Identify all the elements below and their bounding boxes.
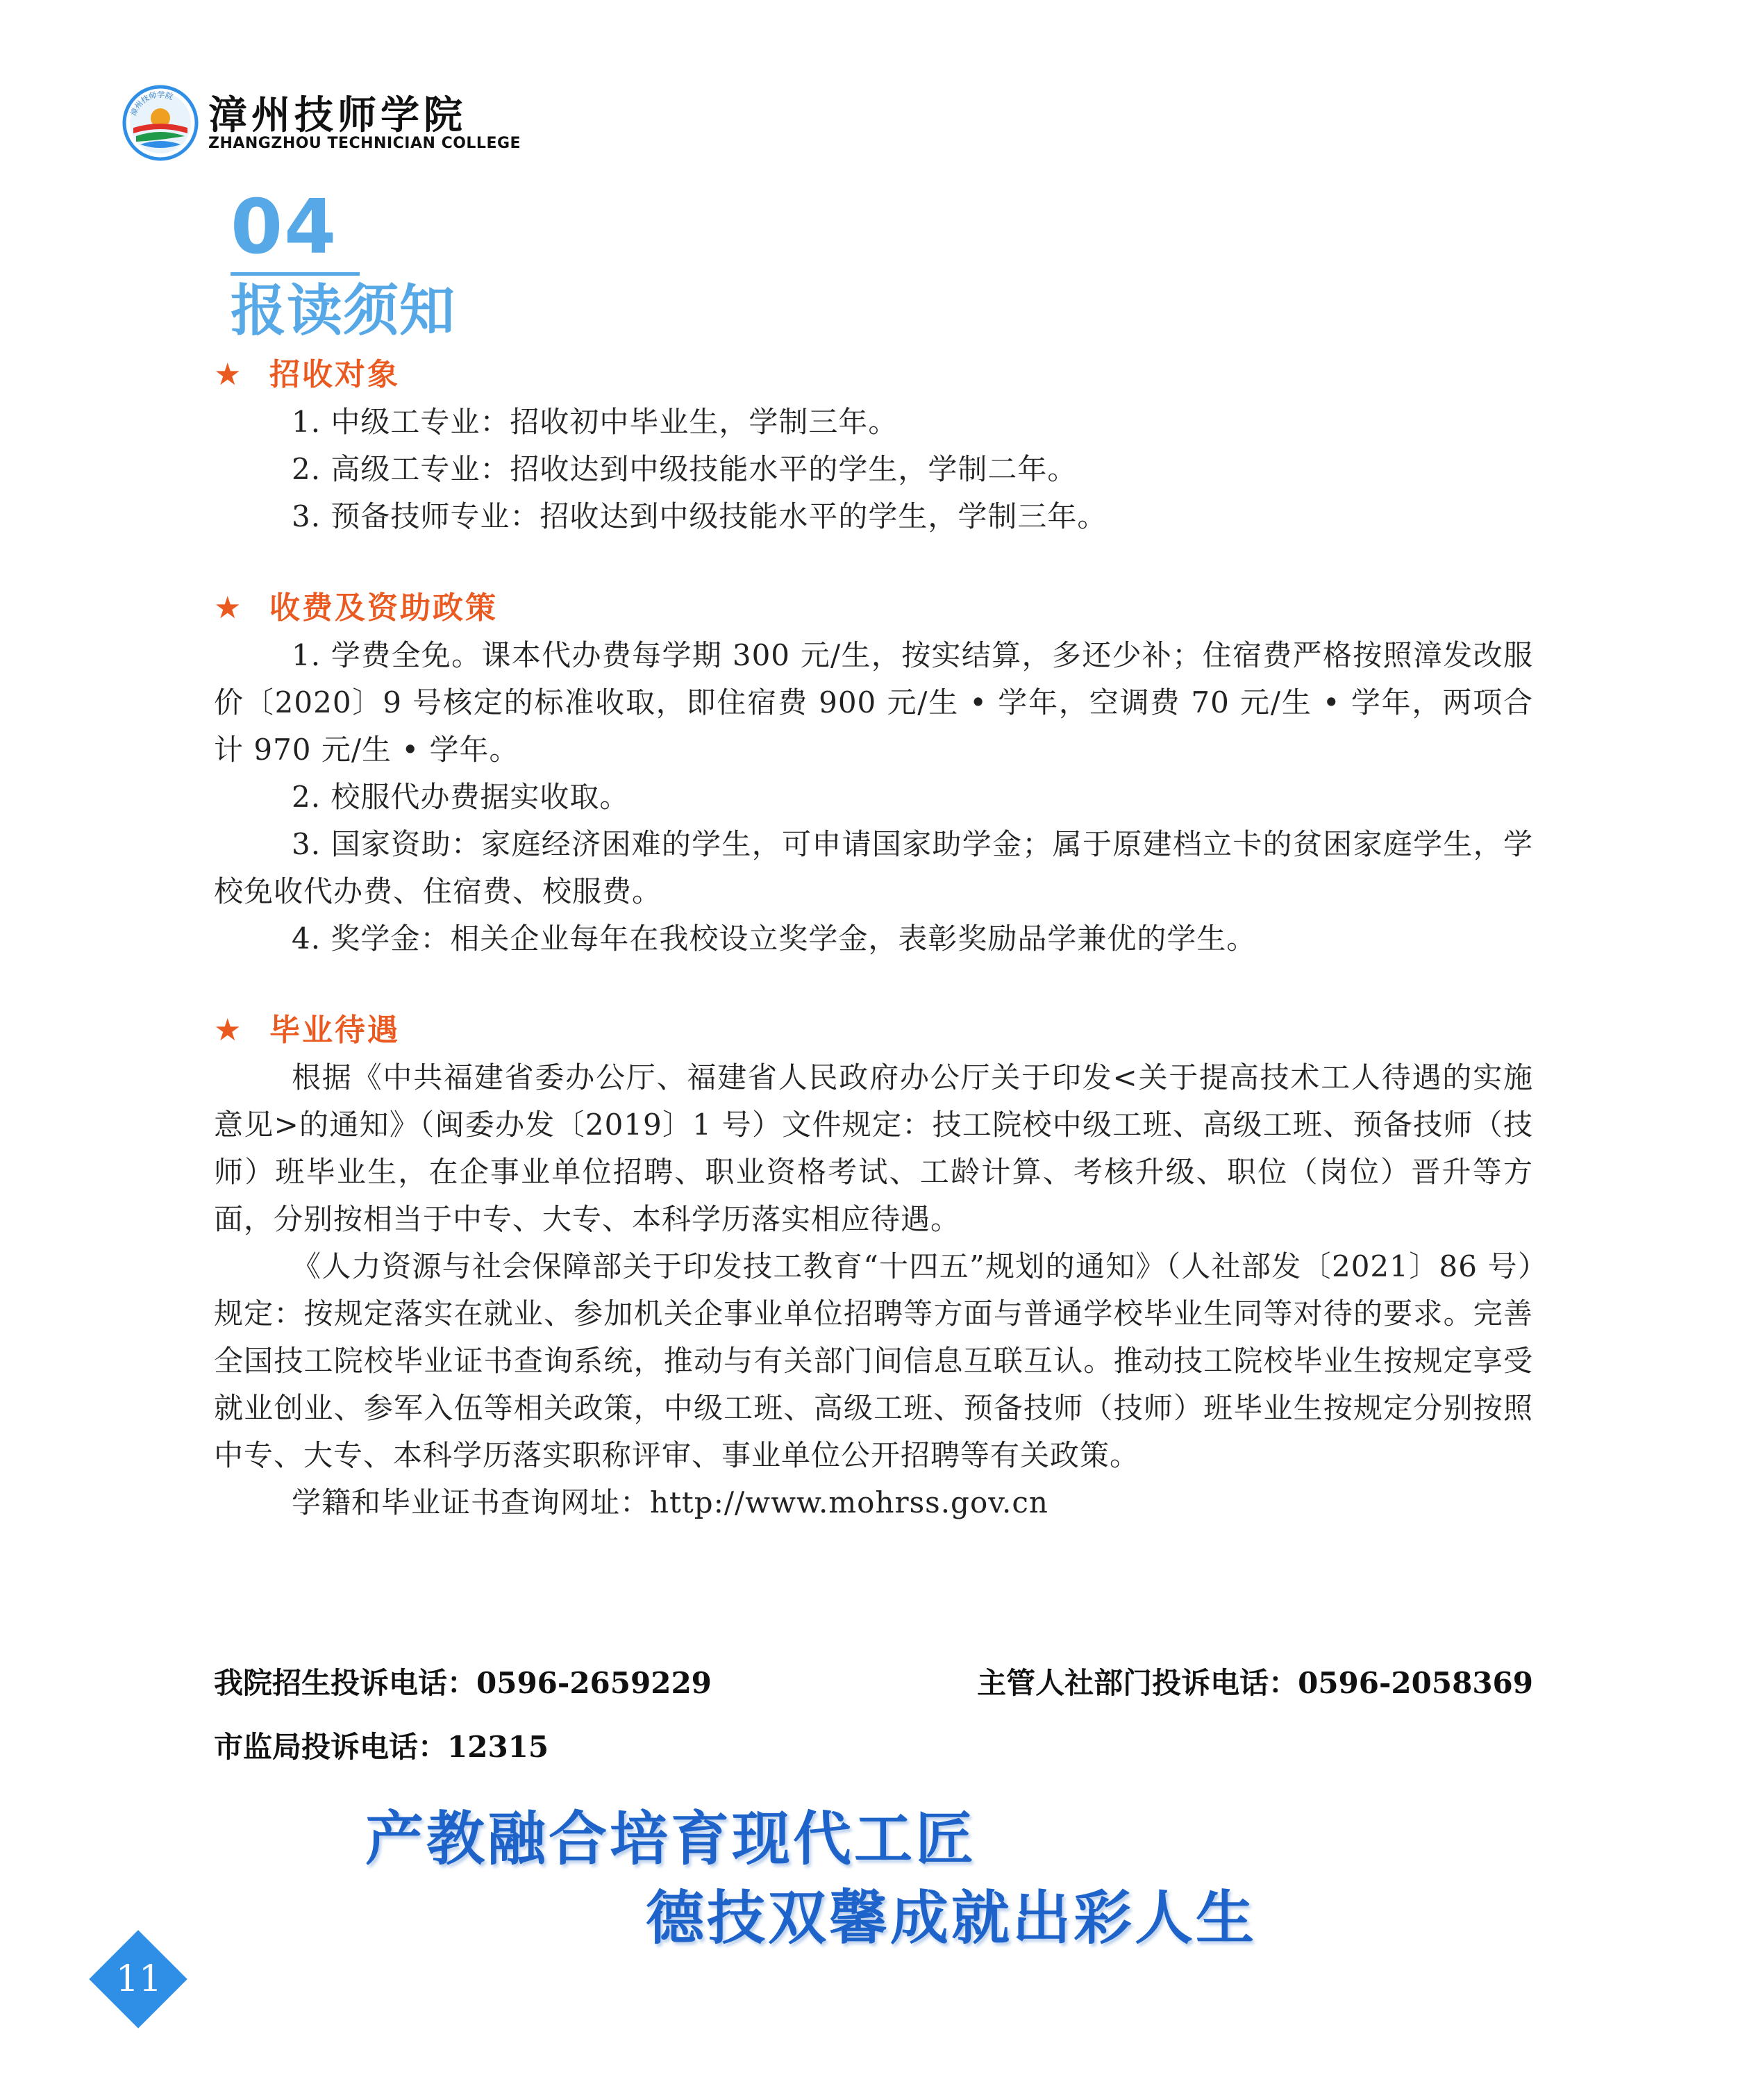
school-complaint-phone: 我院招生投诉电话：0596-2659229 [214, 1666, 712, 1700]
certificate-query-url: 学籍和毕业证书查询网址：http://www.mohrss.gov.cn [292, 1485, 1048, 1519]
heading-admission [214, 351, 1533, 399]
section-number: 04 [231, 184, 338, 271]
fees-item-4: 4. 奖学金：相关企业每年在我校设立奖学金，表彰奖励品学兼优的学生。 [292, 922, 1257, 956]
market-complaint-phone: 市监局投诉电话：12315 [214, 1730, 549, 1764]
heading-admission-text: 招收对象 [269, 357, 400, 392]
page-content [214, 351, 1533, 1526]
heading-fees [214, 585, 1533, 632]
star-icon: ★ [214, 590, 244, 626]
section-title: 报读须知 [231, 278, 455, 343]
admission-item-2: 2. 高级工专业：招收达到中级技能水平的学生，学制二年。 [292, 452, 1078, 486]
fees-item-1: 1. 学费全免。课本代办费每学期 300 元/生，按实结算，多还少补；住宿费严格按照漳发改服价〔2020〕9 号核定的标准收取，即住宿费 900 元/生 • 学年，空调费 70 元/生 • 学年，两项合计 970 元/生 • 学年。 [214, 638, 1533, 767]
page-number: 11 [115, 1958, 162, 2000]
college-logo [122, 82, 817, 165]
college-emblem-icon [122, 85, 199, 161]
graduation-paragraph-2: 《人力资源与社会保障部关于印发技工教育“十四五”规划的通知》（人社部发〔2021〕86 号）规定：按规定落实在就业、参加机关企事业单位招聘等方面与普通学校毕业生同等对待的要求。完善全国技工院校毕业证书查询系统，推动与有关部门间信息互联互认。推动技工院校毕业生按规定享受就业创业、参军入伍等相关政策，中级工班、高级工班、预备技师（技师）班毕业生按规定分别按照中专、大专、本科学历落实职称评审、事业单位公开招聘等有关政策。 [214, 1249, 1533, 1472]
complaint-contacts [214, 1651, 1533, 1779]
star-icon: ★ [214, 357, 244, 392]
heading-graduation [214, 1007, 1533, 1054]
section-divider [231, 272, 360, 276]
college-name-cn: 漳州技师学院 [208, 92, 467, 138]
emblem-arc-text: 漳州技师学院 [128, 90, 174, 117]
heading-fees-text: 收费及资助政策 [269, 590, 498, 626]
hr-dept-complaint-phone: 主管人社部门投诉电话：0596-2058369 [977, 1666, 1533, 1700]
fees-item-3: 3. 国家资助：家庭经济困难的学生，可申请国家助学金；属于原建档立卡的贫困家庭学生，学校免收代办费、住宿费、校服费。 [214, 827, 1533, 908]
admission-item-1: 1. 中级工专业：招收初中毕业生，学制三年。 [292, 405, 898, 439]
slogan-line-1: 产教融合培育现代工匠 [365, 1805, 977, 1873]
college-name-en: ZHANGZHOU TECHNICIAN COLLEGE [208, 135, 521, 152]
graduation-paragraph-1: 根据《中共福建省委办公厅、福建省人民政府办公厅关于印发<关于提高技术工人待遇的实施意见>的通知》（闽委办发〔2019〕1 号）文件规定：技工院校中级工班、高级工班、预备技师（技师）班毕业生，在企事业单位招聘、职业资格考试、工龄计算、考核升级、职位（岗位）晋升等方面，分别按相当于中专、大专、本科学历落实相应待遇。 [214, 1060, 1533, 1236]
heading-graduation-text: 毕业待遇 [269, 1012, 400, 1048]
star-icon: ★ [214, 1012, 244, 1048]
fees-item-2: 2. 校服代办费据实收取。 [292, 780, 630, 814]
slogan-line-2: 德技双馨成就出彩人生 [646, 1884, 1257, 1952]
admission-item-3: 3. 预备技师专业：招收达到中级技能水平的学生，学制三年。 [292, 499, 1107, 533]
